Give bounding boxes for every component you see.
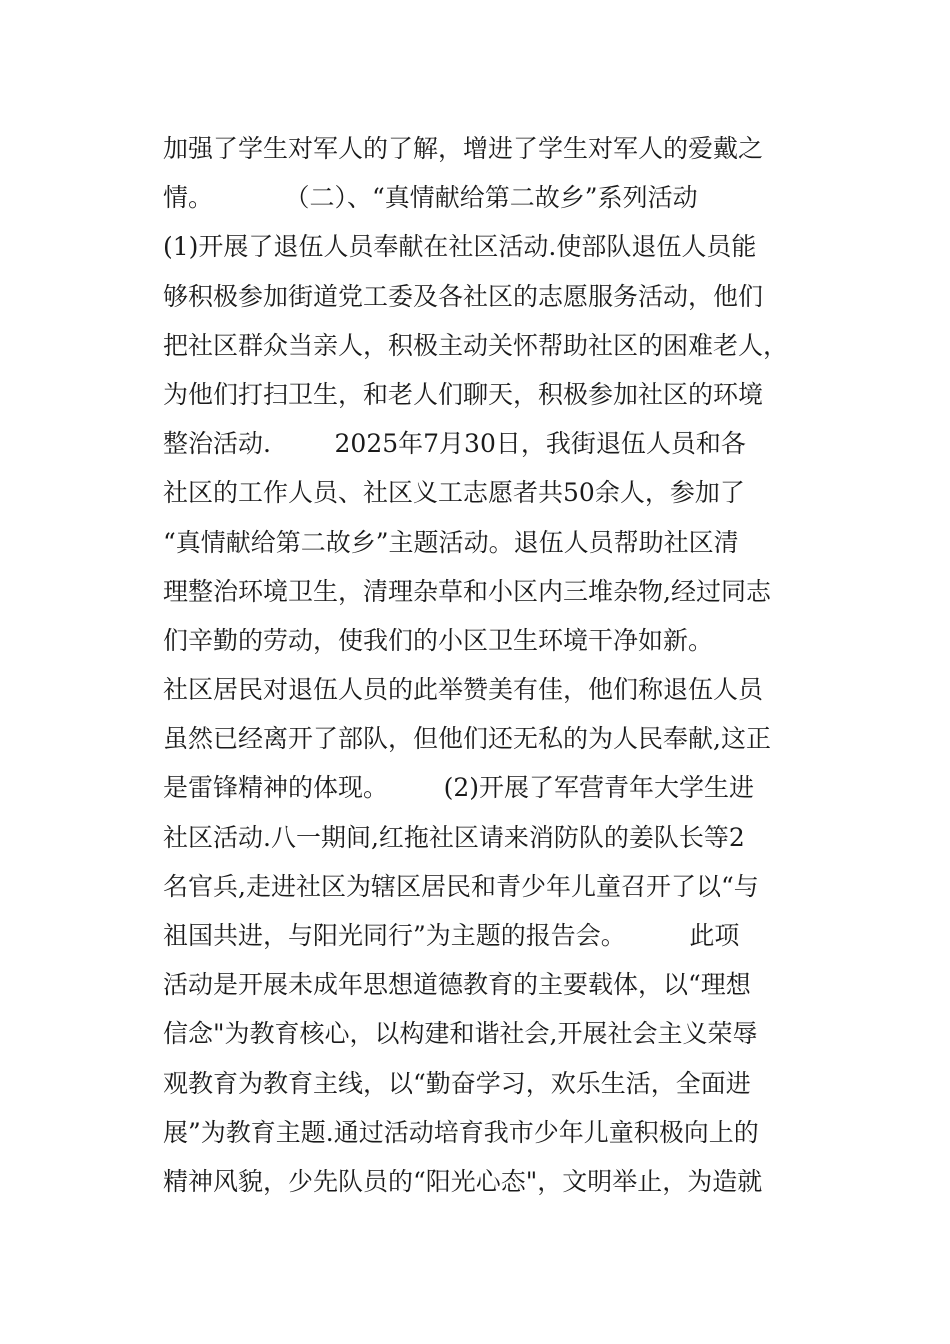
text-line: 精神风貌，少先队员的“阳光心态"，文明举止，为造就 [163,1166,763,1196]
text-line: 活动是开展未成年思想道德教育的主要载体，以“理想 [163,970,751,1000]
text-line: 够积极参加街道党工委及各社区的志愿服务活动，他们 [163,281,764,311]
text-line: 社区居民对退伍人员的此举赞美有佳，他们称退伍人员 [163,675,764,705]
text-line: 为他们打扫卫生，和老人们聊天，积极参加社区的环境 [163,379,764,409]
text-line: 名官兵,走进社区为辖区居民和青少年儿童召开了以“与 [163,871,759,901]
text-line: 社区的工作人员、社区义工志愿者共50余人，参加了 [163,478,745,508]
text-line: 加强了学生对军人的了解，增进了学生对军人的爱戴之 [163,134,764,163]
text-line: 们辛勤的劳动，使我们的小区卫生环境干净如新。 [163,625,714,655]
text-line: 整治活动. 2025年7月30日，我街退伍人员和各 [163,429,746,459]
text-line: 社区活动.八一期间,红拖社区请来消防队的姜队长等2 [163,822,745,852]
text-line: 虽然已经离开了部队，但他们还无私的为人民奉献,这正 [163,724,771,754]
text-line: 情。 （二）、“真情献给第二故乡”系列活动 [163,183,698,213]
body-text [163,124,803,1206]
text-line: 把社区群众当亲人，积极主动关怀帮助社区的困难老人， [163,330,789,360]
text-line: (1)开展了退伍人员奉献在社区活动.使部队退伍人员能 [163,232,757,262]
text-line: 观教育为教育主线，以“勤奋学习，欢乐生活，全面进 [163,1068,751,1098]
text-line: 祖国共进，与阳光同行”为主题的报告会。 此项 [163,921,740,950]
text-line: 展”为教育主题.通过活动培育我市少年儿童积极向上的 [163,1117,759,1147]
text-line: “真情献给第二故乡”主题活动。退伍人员帮助社区清 [163,527,739,557]
text-line: 理整治环境卫生，清理杂草和小区内三堆杂物,经过同志 [163,576,771,606]
text-line: 信念"为教育核心，以构建和谐社会,开展社会主义荣辱 [163,1019,758,1049]
text-line: 是雷锋精神的体现。 (2)开展了军营青年大学生进 [163,773,755,803]
